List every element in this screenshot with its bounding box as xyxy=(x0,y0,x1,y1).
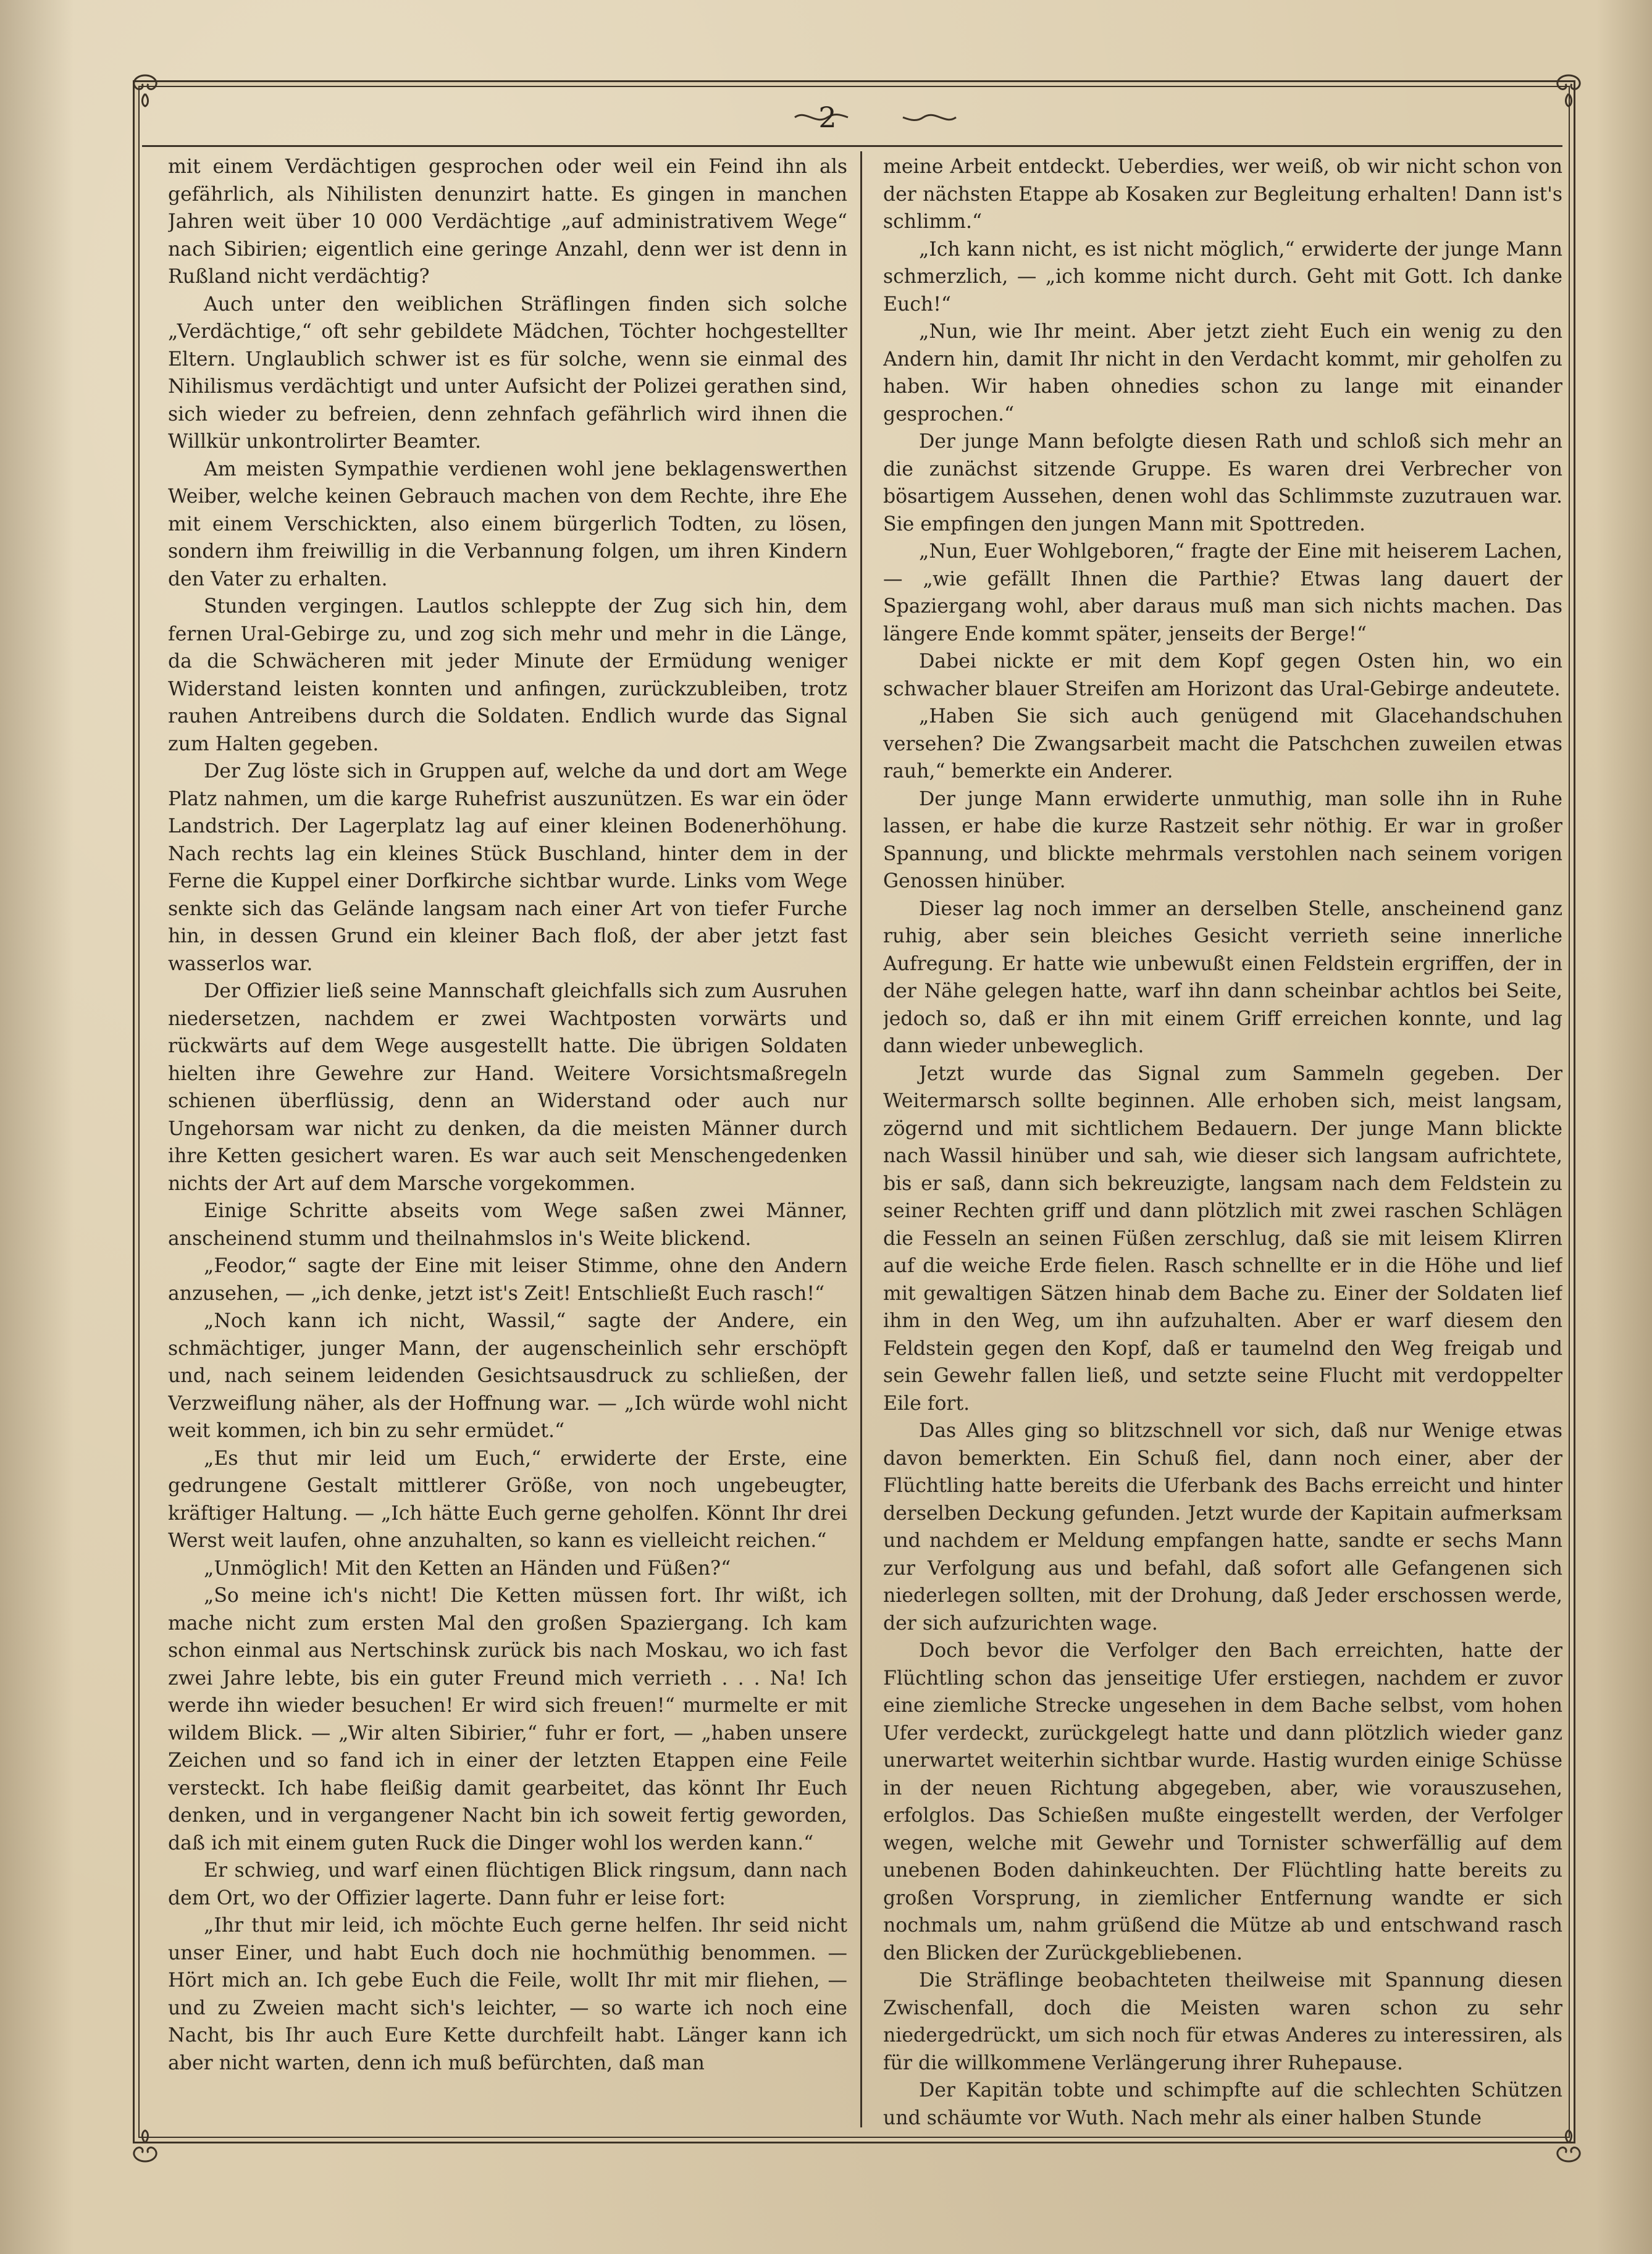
header-rule xyxy=(142,145,1562,147)
paragraph: Doch bevor die Verfolger den Bach erreichten, hatte der Flüchtling schon das jenseitige Ufer erstiegen, nachdem er zuvor eine ziemliche Strecke ungesehen in dem Bache selbst, vom hohen Ufer verdeckt, zurückgelegt hatte und dann plötzlich wieder ganz unerwartet weiterhin sichtbar wurde. Hastig wurden einige Schüsse in der neuen Richtung abgegeben, aber, wie vorauszusehen, erfolglos. Das Schießen mußte eingestellt werden, der Verfolger wegen, welche mit Gewehr und Tornister schwerfällig auf dem unebenen Boden dahinkeuchten. Der Flüchtling hatte bereits zu großen Vorsprung, in ziemlicher Entfernung wandte er sich nochmals um, nahm grüßend die Mütze ab und entschwand rasch den Blicken der Zurückgebliebenen. xyxy=(883,1640,1562,1964)
corner-ornament-icon xyxy=(124,2124,167,2168)
paragraph: „Ich kann nicht, es ist nicht möglich,“ erwiderte der junge Mann schmerzlich, — „ich komme nicht durch. Geht mit Gott. Ich danke Euch!“ xyxy=(883,238,1562,316)
page-number-container xyxy=(766,99,889,136)
paragraph: Der junge Mann erwiderte unmuthig, man solle ihn in Ruhe lassen, er habe die kurze Rastzeit sehr nöthig. Er war in großer Spannung, und blickte mehrmals verstohlen nach seinem vorigen Genossen hinüber. xyxy=(883,787,1562,892)
flourish-right-icon xyxy=(902,108,957,127)
right-column xyxy=(883,153,1562,2129)
paragraph: Einige Schritte abseits vom Wege saßen zwei Männer, anscheinend stumm und theilnahmslos in's Weite blickend. xyxy=(168,1200,847,1250)
paragraph: Der junge Mann befolgte diesen Rath und schloß sich mehr an die zunächst sitzende Gruppe. Es waren drei Verbrecher von bösartigem Aussehen, denen wohl das Schlimmste zuzutrauen war. Sie empfingen den jungen Mann mit Spottreden. xyxy=(883,430,1562,535)
paragraph: „Feodor,“ sagte der Eine mit leiser Stimme, ohne den Andern anzusehen, — „ich denke, jetzt ist's Zeit! Entschließt Euch rasch!“ xyxy=(168,1255,847,1305)
paragraph: „Ihr thut mir leid, ich möchte Euch gerne helfen. Ihr seid nicht unser Einer, und habt Euch doch nie hochmüthig benommen. — Hört mich an. Ich gebe Euch die Feile, wollt Ihr mit mir fliehen, — und zu Zweien macht sich's leichter, — so warte ich noch eine Nacht, bis Ihr auch Eure Kette durchfeilt habt. Länger kann ich aber nicht warten, denn ich muß befürchten, daß man xyxy=(168,1914,847,2074)
paragraph: „Es thut mir leid um Euch,“ erwiderte der Erste, eine gedrungene Gestalt mittlerer Größe, von noch ungebeugter, kräftiger Haltung. — „Ich hätte Euch gerne geholfen. Könnt Ihr drei Werst weit laufen, ohne anzuhalten, so kann es vielleicht reichen.“ xyxy=(168,1447,847,1552)
corner-ornament-icon xyxy=(1547,69,1590,112)
paragraph: Dabei nickte er mit dem Kopf gegen Osten hin, wo ein schwacher blauer Streifen am Horizont das Ural-Gebirge andeutete. xyxy=(883,650,1562,700)
paragraph: Der Kapitän tobte und schimpfte auf die schlechten Schützen und schäumte vor Wuth. Nach mehr als einer halben Stunde xyxy=(883,2079,1562,2129)
page-number: 2 xyxy=(818,101,837,134)
left-column xyxy=(168,153,847,2129)
paragraph: Auch unter den weiblichen Sträflingen finden sich solche „Verdächtige,“ oft sehr gebildete Mädchen, Töchter hochgestellter Eltern. Unglaublich schwer ist es für solche, wenn sie einmal des Nihilismus verdächtigt und unter Aufsicht der Polizei gerathen sind, sich wieder zu befreien, denn zehnfach gefährlich wird ihnen die Willkür unkontrolirter Beamter. xyxy=(168,293,847,453)
paragraph: Jetzt wurde das Signal zum Sammeln gegeben. Der Weitermarsch sollte beginnen. Alle erhoben sich, meist langsam, zögernd und mit sichtlichem Bedauern. Der junge Mann blickte nach Wassil hinüber und sah, wie dieser sich langsam aufrichtete, bis er saß, dann sich bekreuzigte, langsam nach dem Feldstein zu seiner Rechten griff und dann plötzlich mit zwei raschen Schlägen die Fesseln an seinen Füßen zerschlug, daß sie mit leisem Klirren auf die weiche Erde fielen. Rasch schnellte er in die Höhe und lief mit gewaltigen Sätzen hinab dem Bache zu. Einer der Soldaten lief ihm in den Weg, um ihn aufzuhalten. Aber er warf diesem den Feldstein gegen den Kopf, daß er taumelnd den Weg freigab und sein Gewehr fallen ließ, und setzte seine Flucht mit verdoppelter Eile fort. xyxy=(883,1062,1562,1415)
paragraph: mit einem Verdächtigen gesprochen oder weil ein Feind ihn als gefährlich, als Nihilisten denunzirt hatte. Es gingen in manchen Jahren weit über 10 000 Verdächtige „auf administrativem Wege“ nach Sibirien; eigentlich eine geringe Anzahl, denn wer ist denn in Rußland nicht verdächtig? xyxy=(168,156,847,288)
paragraph: „Noch kann ich nicht, Wassil,“ sagte der Andere, ein schmächtiger, junger Mann, der augenscheinlich sehr erschöpft und, nach seinem leidenden Gesichtsausdruck zu schließen, der Verzweiflung näher, als der Hoffnung war. — „Ich würde wohl nicht weit kommen, ich bin zu sehr ermüdet.“ xyxy=(168,1310,847,1442)
edge-shadow xyxy=(1596,0,1652,2254)
corner-ornament-icon xyxy=(124,69,167,112)
paragraph: Dieser lag noch immer an derselben Stelle, anscheinend ganz ruhig, aber sein bleiches Gesicht verrieth seine innerliche Aufregung. Er hatte wie unbewußt einen Feldstein ergriffen, der in der Nähe gelegen hatte, warf ihn dann scheinbar achtlos bei Seite, jedoch so, daß er ihn mit einem Griff erreichen konnte, und lag dann wieder unbeweglich. xyxy=(883,897,1562,1057)
paragraph: Stunden vergingen. Lautlos schleppte der Zug sich hin, dem fernen Ural-Gebirge zu, und zog sich mehr und mehr in die Länge, da die Schwächeren mit jeder Minute der Ermüdung weniger Widerstand leisten konnten und anfingen, zurückzubleiben, trotz rauhen Antreibens durch die Soldaten. Endlich wurde das Signal zum Halten gegeben. xyxy=(168,595,847,755)
paragraph: Die Sträflinge beobachteten theilweise mit Spannung diesen Zwischenfall, doch die Meisten waren schon zu sehr niedergedrückt, um sich noch für etwas Anderes zu interessiren, als für die willkommene Verlängerung ihrer Ruhepause. xyxy=(883,1969,1562,2074)
paragraph: „Unmöglich! Mit den Ketten an Händen und Füßen?“ xyxy=(204,1557,731,1580)
paragraph: „Nun, Euer Wohlgeboren,“ fragte der Eine mit heiserem Lachen, — „wie gefällt Ihnen die Parthie? Etwas lang dauert der Spaziergang wohl, aber daraus muß man sich nichts machen. Das längere Ende kommt später, jenseits der Berge!“ xyxy=(883,540,1562,645)
paragraph: Das Alles ging so blitzschnell vor sich, daß nur Wenige etwas davon bemerkten. Ein Schuß fiel, dann noch einer, aber der Flüchtling hatte bereits die Uferbank des Bachs erreicht und hinter derselben Deckung gefunden. Jetzt wurde der Kapitain aufmerksam und nachdem er Meldung empfangen hatte, sandte er sechs Mann zur Verfolgung aus und befahl, daß sofort alle Gefangenen sich niederlegen sollten, mit der Drohung, daß Jeder erschossen werde, der sich aufzurichten wage. xyxy=(883,1420,1562,1635)
column-divider xyxy=(860,151,862,2127)
paragraph: Am meisten Sympathie verdienen wohl jene beklagenswerthen Weiber, welche keinen Gebrauch machen von dem Rechte, ihre Ehe mit einem Verschickten, also einem bürgerlich Todten, zu lösen, sondern ihm freiwillig in die Verbannung folgen, um ihren Kindern den Vater zu erhalten. xyxy=(168,458,847,590)
spine-shadow xyxy=(0,0,74,2254)
paragraph: Der Zug löste sich in Gruppen auf, welche da und dort am Wege Platz nahmen, um die karge Ruhefrist auszunützen. Es war ein öder Landstrich. Der Lagerplatz lag auf einer kleinen Bodenerhöhung. Nach rechts lag ein kleines Stück Buschland, hinter dem in der Ferne die Kuppel einer Dorfkirche sichtbar wurde. Links vom Wege senkte sich das Gelände langsam nach einer Art von tiefer Furche hin, in dessen Grund ein kleiner Bach floß, der aber jetzt fast wasserlos war. xyxy=(168,760,847,975)
corner-ornament-icon xyxy=(1547,2124,1590,2168)
paragraph: Er schwieg, und warf einen flüchtigen Blick ringsum, dann nach dem Ort, wo der Offizier lagerte. Dann fuhr er leise fort: xyxy=(168,1859,847,1909)
paragraph: „Haben Sie sich auch genügend mit Glacehandschuhen versehen? Die Zwangsarbeit macht die Patschchen zuweilen etwas rauh,“ bemerkte ein Anderer. xyxy=(883,705,1562,782)
paragraph: „So meine ich's nicht! Die Ketten müssen fort. Ihr wißt, ich mache nicht zum ersten Mal den großen Spaziergang. Ich kam schon einmal aus Nertschinsk zurück bis nach Moskau, wo ich fast zwei Jahre lebte, bis ein guter Freund mich verrieth . . . Na! Ich werde ihn wieder besuchen! Er wird sich freuen!“ murmelte er mit wildem Blick. — „Wir alten Sibirier,“ fuhr er fort, — „haben unsere Zeichen und so fand ich in einer der letzten Etappen eine Feile versteckt. Ich habe fleißig damit gearbeitet, das könnt Ihr Euch denken, und in vergangener Nacht bin ich soweit fertig geworden, daß ich mit einem guten Ruck die Dinger wohl los werden kann.“ xyxy=(168,1585,847,1854)
paragraph: „Nun, wie Ihr meint. Aber jetzt zieht Euch ein wenig zu den Andern hin, damit Ihr nicht in den Verdacht kommt, mir geholfen zu haben. Wir haben ohnedies schon zu lange mit einander gesprochen.“ xyxy=(883,321,1562,425)
paragraph: Der Offizier ließ seine Mannschaft gleichfalls sich zum Ausruhen niedersetzen, nachdem er zwei Wachtposten vorwärts und rückwärts auf dem Wege ausgestellt hatte. Die übrigen Soldaten hielten ihre Gewehre zur Hand. Weitere Vorsichtsmaßregeln schienen überflüssig, denn an Widerstand oder auch nur Ungehorsam war nicht zu denken, da die meisten Männer durch ihre Ketten gesichert waren. Es war auch seit Menschengedenken nichts der Art auf dem Marsche vorgekommen. xyxy=(168,980,847,1195)
paragraph: meine Arbeit entdeckt. Ueberdies, wer weiß, ob wir nicht schon von der nächsten Etappe ab Kosaken zur Begleitung erhalten! Dann ist's schlimm.“ xyxy=(883,156,1562,233)
